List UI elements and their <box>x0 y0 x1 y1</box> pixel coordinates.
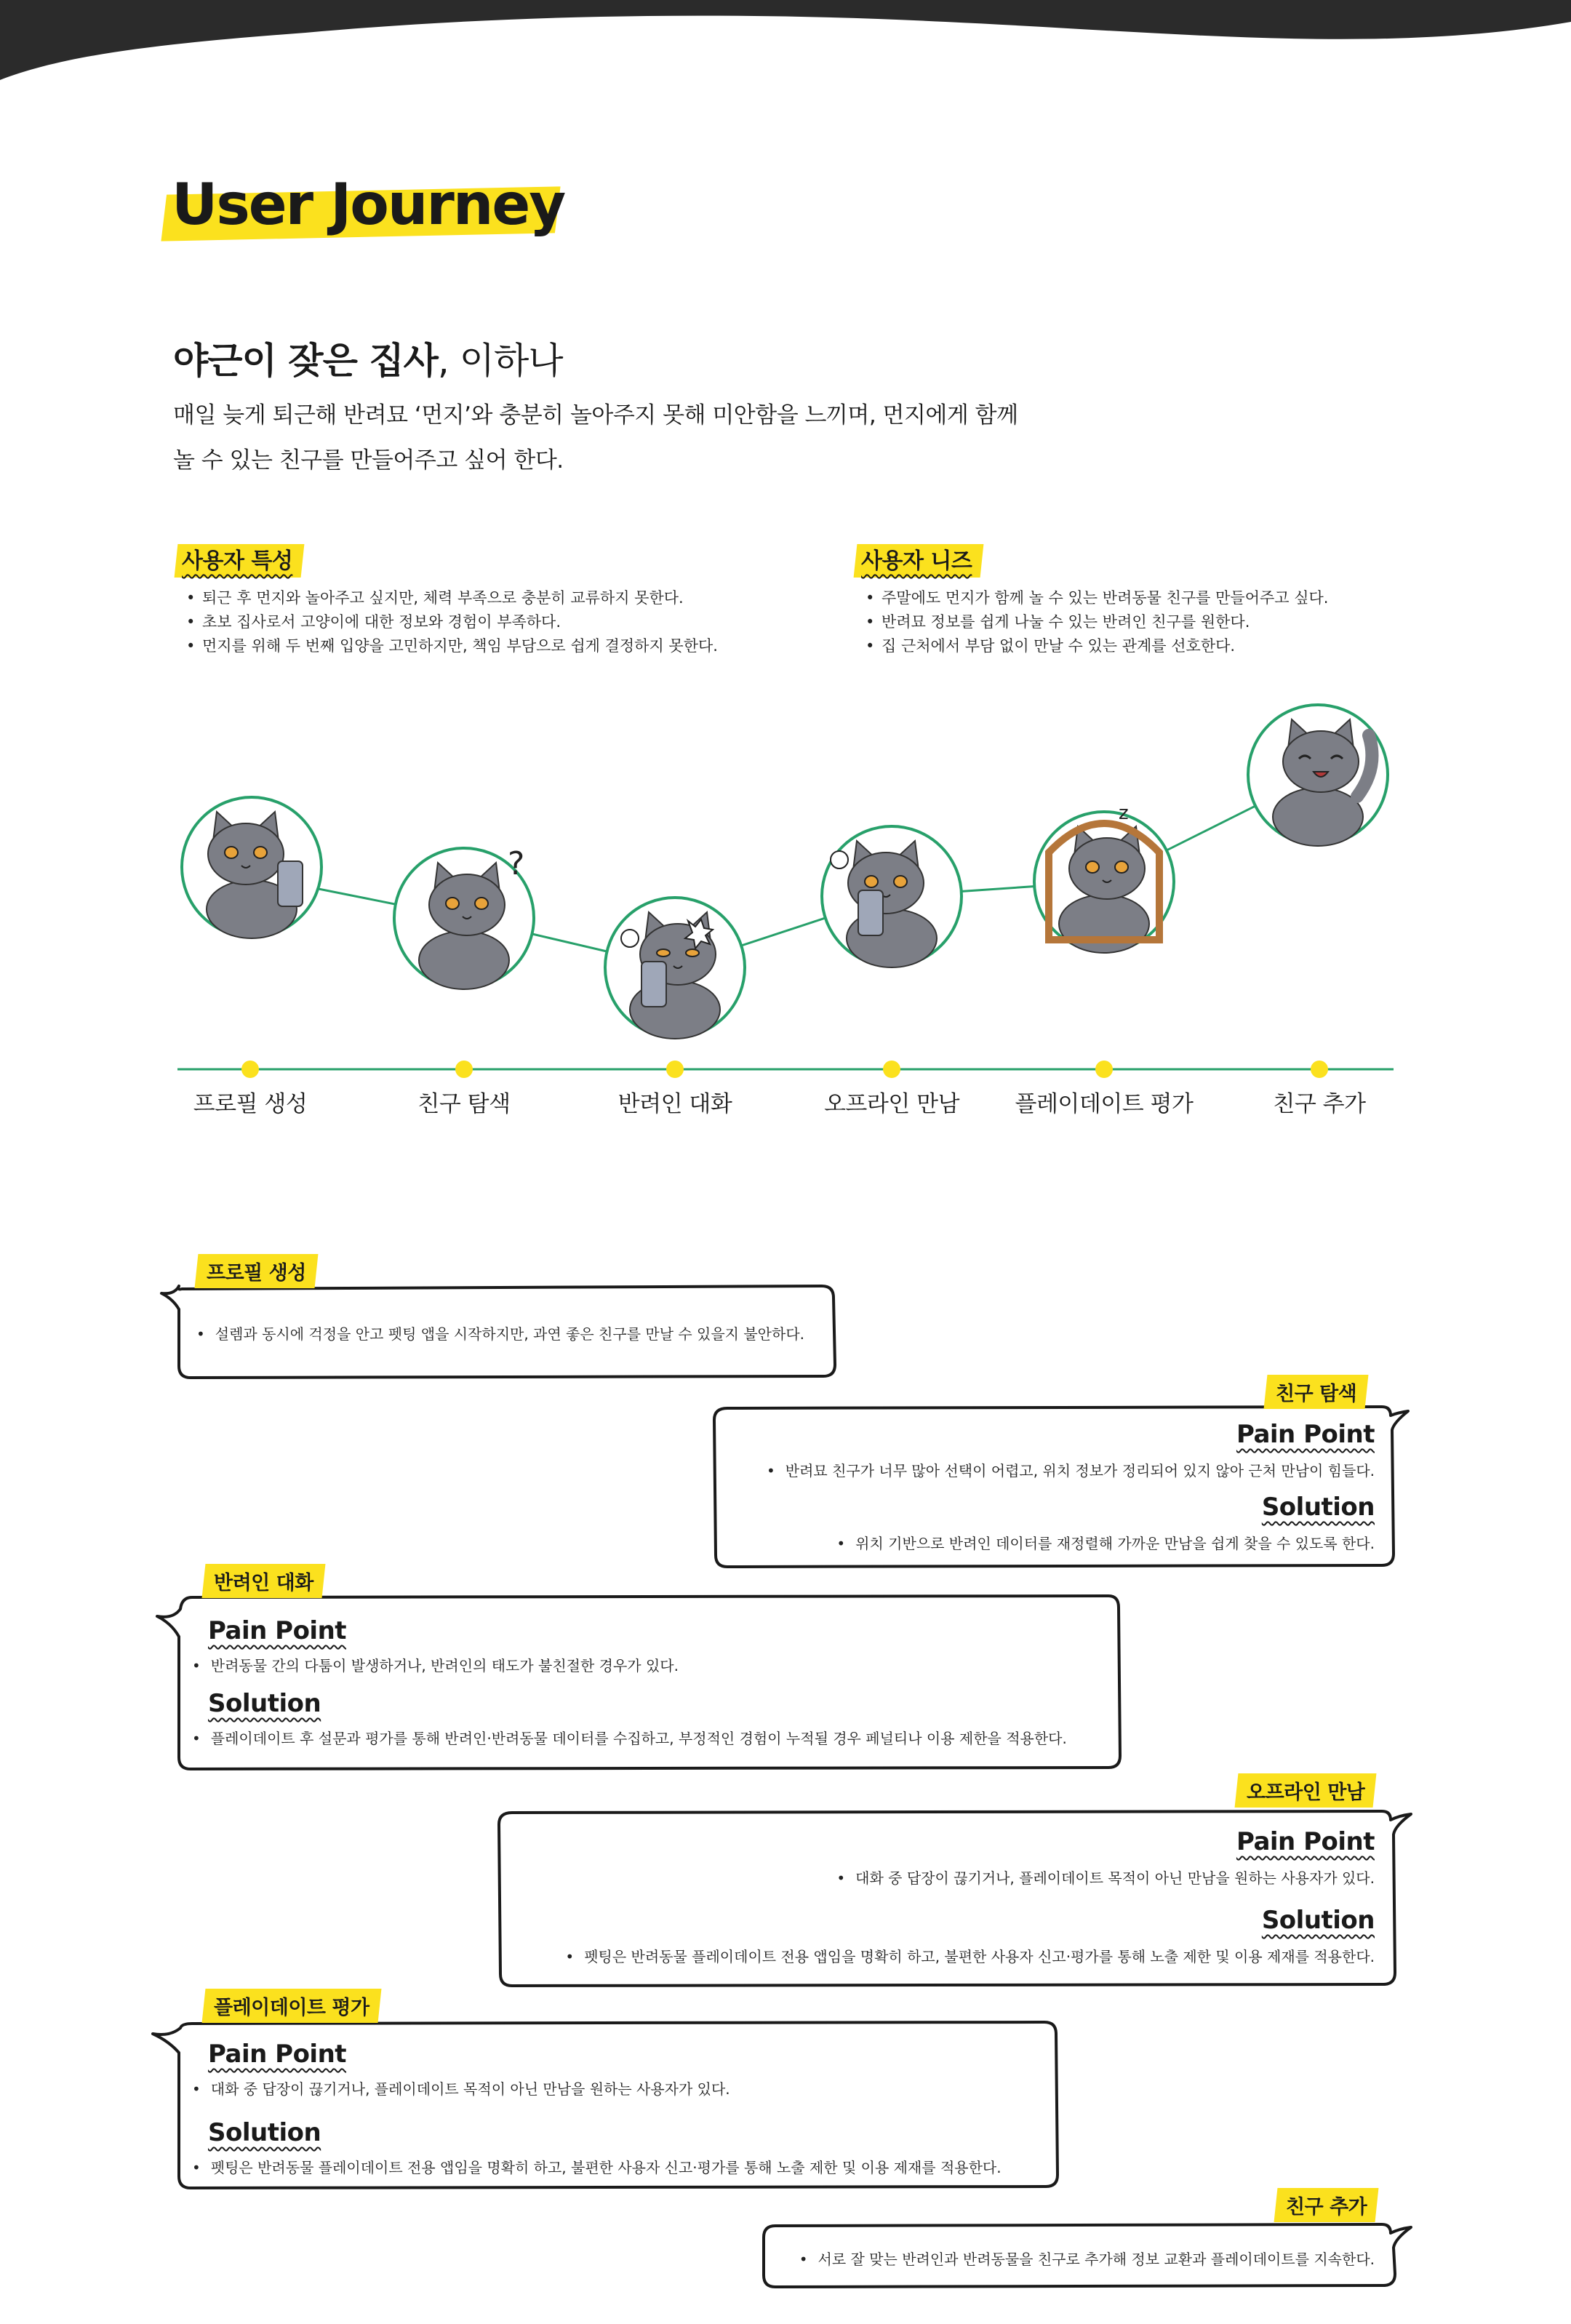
stage-label-offline: 오프라인 만남 <box>823 1091 960 1117</box>
card-tag-review <box>202 1989 382 2023</box>
pain-point-heading: Pain Point <box>208 2040 347 2069</box>
solution-text: • 펫팅은 반려동물 플레이데이트 전용 앱임을 명확히 하고, 불편한 사용자 신고·평가를 통해 노출 제한 및 이용 제재를 적용한다. <box>192 2156 1002 2177</box>
persona-description-line: 매일 늦게 퇴근해 반려묘 ‘먼지’와 충분히 놀아주지 못해 미안함을 느끼며, 먼지에게 함께 <box>173 402 1018 428</box>
stage-label-profile: 프로필 생성 <box>193 1091 308 1117</box>
list-item: • 퇴근 후 먼지와 놀아주고 싶지만, 체력 부족으로 충분히 교류하지 못한다. <box>183 586 809 610</box>
stage-label-add: 친구 추가 <box>1273 1091 1366 1117</box>
card-tag-text: 친구 탐색 <box>1276 1383 1357 1405</box>
list-item: • 반려묘 정보를 쉽게 나눌 수 있는 반려인 친구를 원한다. <box>863 610 1488 634</box>
card-tag-text: 친구 추가 <box>1286 2196 1367 2219</box>
card-text-add: • 서로 잘 맞는 반려인과 반려동물을 친구로 추가해 정보 교환과 플레이데이트를 지속한다. <box>799 2248 1375 2269</box>
list-item: • 초보 집사로서 고양이에 대한 정보와 경험이 부족하다. <box>183 610 809 634</box>
pain-point-heading: Pain Point <box>1236 1827 1375 1856</box>
solution-text: • 플레이데이트 후 설문과 평가를 통해 반려인·반려동물 데이터를 수집하고, 부정적인 경험이 누적될 경우 페널티나 이용 제한을 적용한다. <box>192 1727 1067 1748</box>
persona-name-rest: , 이하나 <box>437 340 563 382</box>
card-tag-text: 프로필 생성 <box>207 1262 306 1285</box>
list-item: • 주말에도 먼지가 함께 놀 수 있는 반려동물 친구를 만들어주고 싶다. <box>863 586 1488 610</box>
card-tag-add <box>1274 2188 1379 2222</box>
sleep-icon: z <box>1119 802 1129 824</box>
card-tag-explore <box>1264 1375 1369 1409</box>
question-mark-icon: ? <box>508 845 525 882</box>
pain-point-heading: Pain Point <box>208 1616 347 1645</box>
persona-description-line: 놀 수 있는 친구를 만들어주고 싶어 한다. <box>173 447 564 474</box>
persona-name-bold: 야근이 잦은 집사 <box>173 340 438 382</box>
needs-label-text: 사용자 니즈 <box>861 548 972 574</box>
pain-point-heading: Pain Point <box>1236 1420 1375 1449</box>
card-tag-chat <box>202 1564 326 1598</box>
card-tag-profile <box>195 1254 319 1288</box>
card-tag-offline <box>1235 1773 1377 1808</box>
stage-label-explore: 친구 탐색 <box>417 1091 511 1117</box>
pain-point-text: • 반려동물 간의 다툼이 발생하거나, 반려인의 태도가 불친절한 경우가 있다. <box>192 1654 679 1675</box>
list-item: • 먼지를 위해 두 번째 입양을 고민하지만, 책임 부담으로 쉽게 결정하지 못한다. <box>183 634 809 658</box>
card-tag-text: 플레이데이트 평가 <box>214 1997 369 2019</box>
solution-heading: Solution <box>1261 1493 1375 1522</box>
card-text-profile: • 설렘과 동시에 걱정을 안고 펫팅 앱을 시작하지만, 과연 좋은 친구를 만날 수 있을지 불안하다. <box>196 1322 804 1343</box>
card-tag-text: 오프라인 만남 <box>1247 1781 1365 1804</box>
page-title-text: User Journey <box>172 172 565 238</box>
pain-point-text: • 대화 중 답장이 끊기거나, 플레이데이트 목적이 아닌 만남을 원하는 사용자가 있다. <box>192 2077 730 2099</box>
traits-label-text: 사용자 특성 <box>182 548 293 574</box>
solution-heading: Solution <box>208 1689 321 1718</box>
solution-text: • 펫팅은 반려동물 플레이데이트 전용 앱임을 명확히 하고, 불편한 사용자 신고·평가를 통해 노출 제한 및 이용 제재를 적용한다. <box>565 1945 1375 1966</box>
card-tag-text: 반려인 대화 <box>214 1572 313 1594</box>
stage-label-review: 플레이데이트 평가 <box>1015 1091 1194 1117</box>
solution-text: • 위치 기반으로 반려인 데이터를 재정렬해 가까운 만남을 쉽게 찾을 수 있도록 한다. <box>836 1532 1375 1553</box>
list-item: • 집 근처에서 부담 없이 만날 수 있는 관계를 선호한다. <box>863 634 1488 658</box>
pain-point-text: • 반려묘 친구가 너무 많아 선택이 어렵고, 위치 정보가 정리되어 있지 않아 근처 만남이 힘들다. <box>767 1459 1375 1480</box>
solution-heading: Solution <box>1261 1906 1375 1935</box>
stage-label-chat: 반려인 대화 <box>617 1091 732 1117</box>
pain-point-text: • 대화 중 답장이 끊기거나, 플레이데이트 목적이 아닌 만남을 원하는 사용자가 있다. <box>836 1866 1375 1888</box>
solution-heading: Solution <box>208 2118 321 2147</box>
